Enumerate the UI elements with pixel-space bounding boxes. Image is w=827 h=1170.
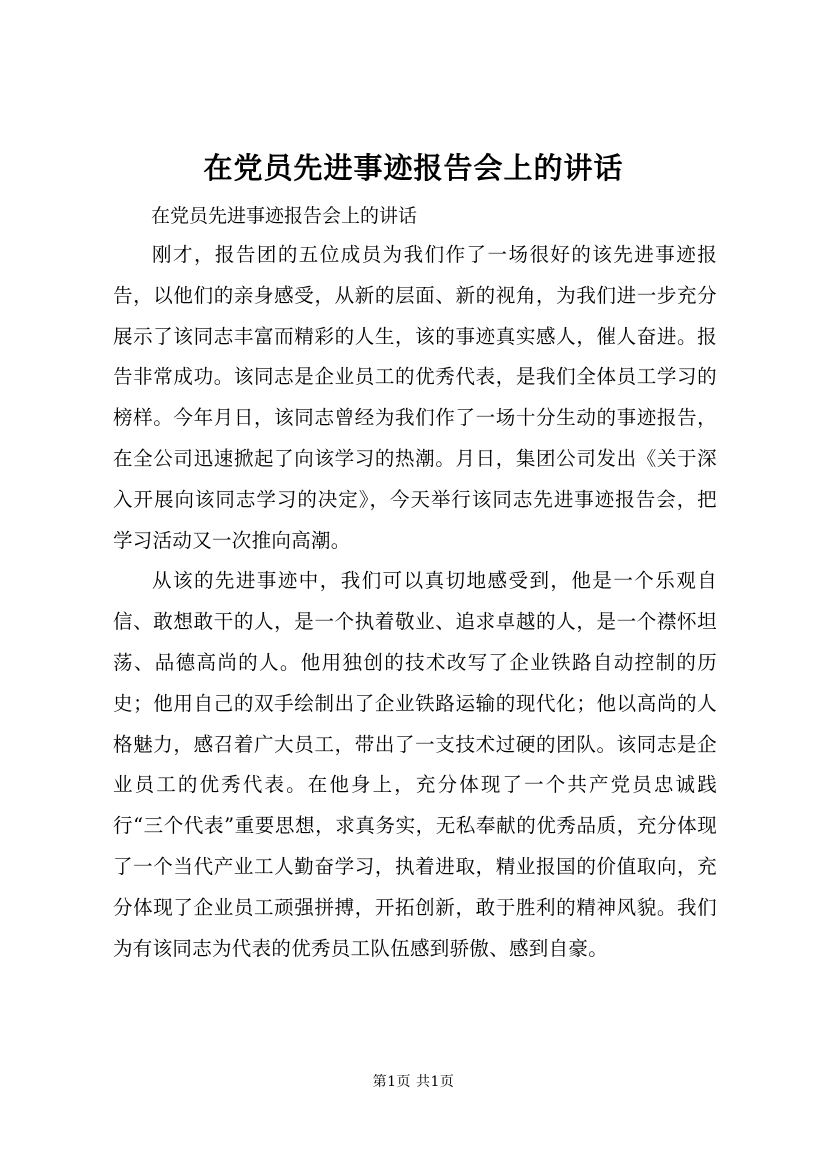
paragraph-1: 刚才，报告团的五位成员为我们作了一场很好的该先进事迹报告，以他们的亲身感受，从新的层面、新的视角，为我们进一步充分展示了该同志丰富而精彩的人生，该的事迹真实感人，催人奋进。报告非常成功。该同志是企业员工的优秀代表，是我们全体员工学习的榜样。今年月日，该同志曾经为我们作了一场十分生动的事迹报告，在全公司迅速掀起了向该学习的热潮。月日，集团公司发出《关于深入开展向该同志学习的决定》，今天举行该同志先进事迹报告会，把学习活动又一次推向高潮。	[113, 243, 717, 552]
paragraph-2: 从该的先进事迹中，我们可以真切地感受到，他是一个乐观自信、敢想敢干的人，是一个执着敬业、追求卓越的人，是一个襟怀坦荡、品德高尚的人。他用独创的技术改写了企业铁路自动控制的历史；他用自己的双手绘制出了企业铁路运输的现代化；他以高尚的人格魅力，感召着广大员工，带出了一支技术过硬的团队。该同志是企业员工的优秀代表。在他身上，充分体现了一个共产党员忠诚践行“三个代表”重要思想，求真务实，无私奉献的优秀品质，充分体现了一个当代产业工人勤奋学习，执着进取，精业报国的价值取向，充分体现了企业员工顽强拼搏，开拓创新，敢于胜利的精神风貌。我们为有该同志为代表的优秀员工队伍感到骄傲、感到自豪。	[113, 569, 717, 960]
document-title: 在党员先进事迹报告会上的讲话	[203, 151, 624, 185]
document-subtitle: 在党员先进事迹报告会上的讲话	[151, 205, 418, 227]
document-body	[113, 197, 717, 969]
page-number-footer: 第1页 共1页	[372, 1074, 455, 1090]
